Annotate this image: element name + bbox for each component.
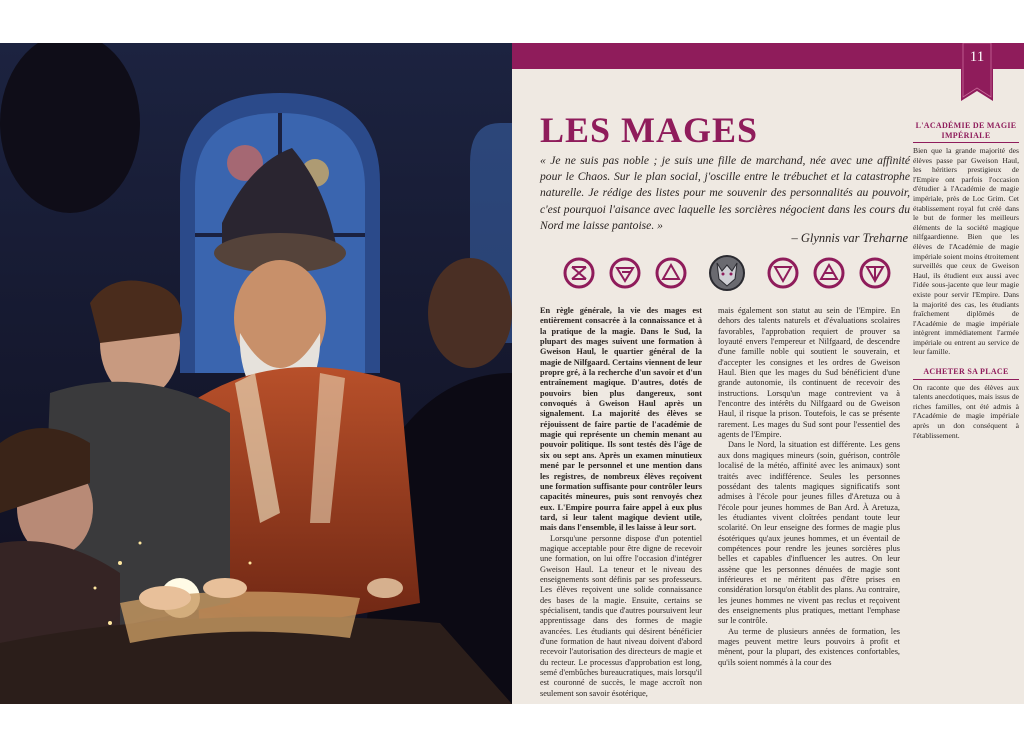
epigraph-author: – Glynnis var Treharne [791,231,908,245]
sidebar-box [913,121,1019,440]
wolf-medallion-icon [710,256,744,290]
body-paragraph: Au terme de plusieurs années de formation, les mages peuvent mettre leurs pouvoirs à profit et mènent, pour la plupart, des existences confortables, qu'ils soient nommés à la cour des [718,626,900,667]
body-paragraph: En règle générale, la vie des mages est entièrement consacrée à la connaissance et à la pratique de la magie. Dans le Sud, la plupart des mages suivent une formation à Gweison Haul, le quartier général de la magie de Nilfgaard. Certains viennent de leur propre gré, à la recherche d'un savoir et d'un entraînement magique. D'autres, dotés de pouvoirs bien plus dangereux, sont convoqués à Gweison Haul après un signalement. La majorité des élèves se réjouissent de faire partie de l'académie de magie qui représente un chemin menant au pouvoir politique. Ils sont testés dès l'âge de six ou sept ans. Après un examen minutieux mené par le personnel et une mention dans les registres, de nombreux élèves reçoivent une formation suffisante pour contrôler leurs capacités mineures, puis sont renvoyés chez eux. L'Empire pourra faire appel à eux plus tard, si leur talent magique devient utile, mais dans l'ensemble, il les laisse à leur sort. [540,306,702,533]
text-page [512,43,1024,704]
rune-triangle-icon [657,259,685,287]
body-column-1 [540,306,702,699]
rune-down-icon [769,259,797,287]
page-title: LES MAGES [540,110,759,150]
rune-fork-icon [861,259,889,287]
page-number: 11 [969,49,985,65]
rune-row [562,253,892,293]
body-paragraph: mais également son statut au sein de l'Empire. En dehors des talents naturels et d'évaluations scolaires favorables, l'approbation requiert de prouver sa loyauté envers l'empereur et Nilfgaard, de descendre d'une famille noble qui soutient le souverain, et d'accepter les consignes et les ordres de Gweison Haul. Bien que les mages du Sud bénéficient d'une grande autonomie, ils continuent de recevoir des instructions. Lorsqu'un mage contrevient va à l'encontre des intérêts du Nilfgaard ou de Gweison Haul, il risque la prison. Toutefois, le cas se présente rarement. Les mages du Sud sont pour l'essentiel des agents de l'Empire. [718,306,900,440]
rune-x-icon [565,259,593,287]
page-header-bar [512,43,1024,69]
body-column-2 [718,306,900,668]
epigraph-quote: « Je ne suis pas noble ; je suis une fille de marchand, née avec une affinité pour le Chaos. Sur le plan social, j'oscille entre le trébuchet et la catastrophe naturelle. Je rédige des listes pour me souvenir des personnalités au pouvoir, c'est pourquoi l'aisance avec laquelle les sorcières négocient dans les cours du Nord me laisse pantoise. » [540,154,910,232]
body-paragraph: Lorsqu'une personne dispose d'un potentiel magique acceptable pour être digne de recevoir une formation, on lui offre l'occasion d'intégrer Gweison Haul. La teneur et le niveau des enseignements sont définis par ses professeurs. Les élèves reçoivent une solide connaissance des bases de la magie. Ensuite, certains se spécialisent, tandis que d'autres poursuivent leur apprentissage dans des formes de magie avancées. Les étudiants qui désirent bénéficier d'une formation de haut niveau doivent d'abord recevoir l'autorisation des directeurs de magie et du recteur. Le processus d'approbation est long, semé d'embûches bureaucratiques, mais lorsqu'il est couronné de succès, le mage accroît non seulement son savoir ésotérique, [540,533,702,698]
illustration-mages [0,43,512,704]
sidebar-heading: L'ACADÉMIE DE MAGIE IMPÉRIALE [913,121,1019,143]
sidebar-heading: ACHETER SA PLACE [913,367,1019,380]
rune-triangle-slash-icon [815,259,843,287]
sidebar-text: Bien que la grande majorité des élèves passe par Gweison Haul, les héritiers prestigieux de l'Empire ont parfois l'occasion d'étudier à l'Académie de magie impériale, près de Loc Grim. Cet établissement royal fut créé dans le but de former les meilleurs éléments de la société magique nilfgaardienne. Bien que les élèves de l'Académie de magie impériale soient moins étroitement surveillés que ceux de Gweison Haul, ils étudient eux aussi avec l'idée sous-jacente que leur magie existe pour servir l'Empire. Dans la majorité des cas, les étudiants fraîchement diplômés de l'Académie de magie impériale intègrent immédiatement l'armée impériale ou entrent au service de leur famille. [913,146,1019,357]
rune-arrow-icon [611,259,639,287]
sidebar-text: On raconte que des élèves aux talents anecdotiques, mais issus de riches familles, ont été admis à l'Académie de magie impériale après un don conséquent à l'établissement. [913,382,1019,440]
body-paragraph: Dans le Nord, la situation est différente. Les gens aux dons magiques mineurs (soin, guérison, contrôle localisé de la météo, affinité avec les animaux) sont traités avec indifférence. Seules les personnes possédant des talents magiques significatifs sont admises à l'école pour jeunes filles d'Aretuza ou à l'école pour jeunes hommes de Ban Ard. À Aretuza, les étudiantes vivent cloîtrées pendant toute leur scolarité. On leur enseigne des formes de magie plus ésotériques qu'aux jeunes hommes, et un éventail de compétences pour rendre les jeunes sorcières plus belles et capables d'influencer les autres. On leur assène que les personnes dénuées de magie sont inférieures et ne méritent pas d'être prises en considération lorsqu'on établit des plans. Au contraire, les jeunes hommes ne vivent pas reclus et reçoivent des enseignements plus pratiques, mettant l'emphase sur le contrôle. [718,440,900,626]
book-spread [0,43,1024,704]
